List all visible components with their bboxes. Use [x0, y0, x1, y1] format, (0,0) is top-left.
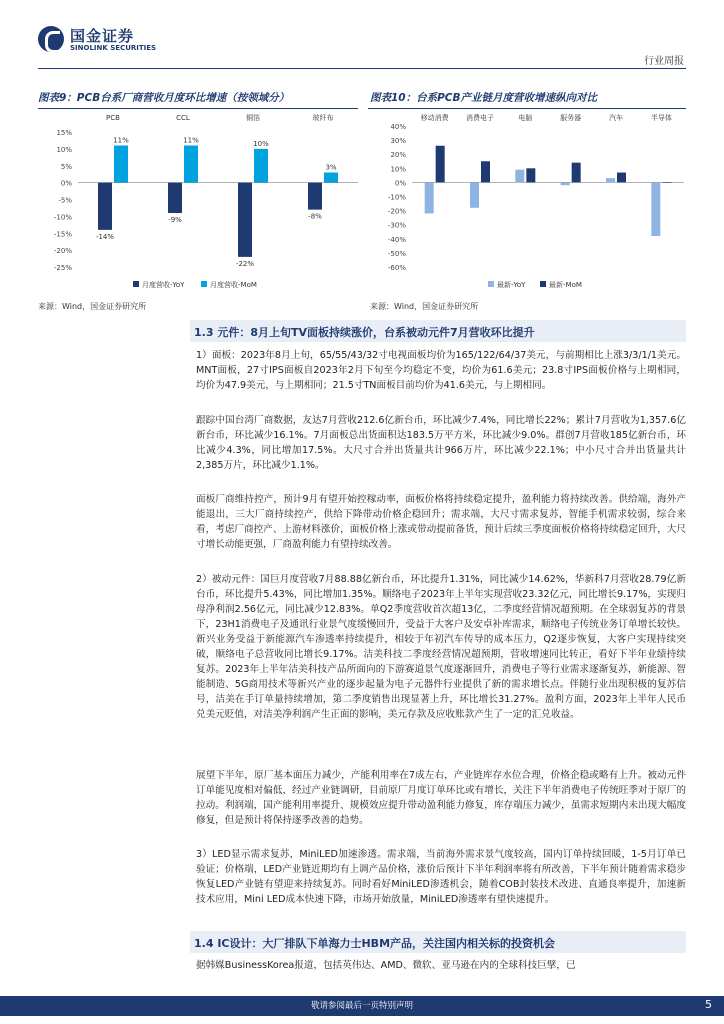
paragraph-panel-outlook: 面板厂商维持控产，预计9月有望开始控稼动率，面板价格将持续稳定提升，盈利能力将持续改善。供给端，海外产能退出，三大厂商持续控产，供给下降带动价格企稳回升；需求端，大尺寸需求复苏，智能手机需求较弱，综合来看，考虑厂商控产、上游材料涨价，面板价格上涨或带动提前备货，预计后续三季度面板价格将持续稳定回升，大尺寸增长动能更强，厂商盈利能力有望持续改善。: [196, 494, 686, 550]
bar-mom: [617, 173, 626, 183]
legend-label: 月度营收-YoY: [142, 281, 185, 289]
bar-yoy: [168, 183, 182, 213]
bar-yoy: [470, 182, 479, 207]
data-label: 11%: [113, 136, 129, 145]
data-label: -22%: [235, 259, 255, 268]
paragraph-panel: 1）面板：2023年8月上旬，65/55/43/32寸电视面板均价为165/122/64/37美元，与前期相比上涨3/3/1/1美元。MNT面板，27寸IPS面板自2023年2月下旬至今均稳定不变，均价为61.6美元；23.8寸IPS面板价格与上期相同，均价为47.9美元，与上期相同；21.5寸TN面板目前均价为41.6美元，与上期相同。: [196, 350, 686, 391]
paragraph-hbm: 据韩媒BusinessKorea报道，包括英伟达、AMD、微软、亚马逊在内的全球科技巨擘，已: [196, 960, 576, 971]
figure10-title-rule: [368, 108, 686, 109]
figure9-title-rule: [38, 108, 358, 109]
footer-disclaimer: 敬请参阅最后一页特别声明: [310, 1001, 413, 1011]
legend-label: 最新-MoM: [549, 281, 582, 289]
bar-yoy: [561, 182, 570, 185]
bar-mom: [114, 146, 128, 183]
bar-yoy: [515, 170, 524, 183]
y-tick-label: -10%: [53, 213, 72, 222]
page-number: 5: [705, 998, 712, 1011]
figure10-source: 来源：Wind，国金证券研究所: [370, 302, 479, 311]
header-divider: [38, 68, 686, 69]
figure9-chart: [38, 112, 360, 297]
section14-title: 1.4 IC设计：大厂排队下单海力士HBM产品，关注国内相关标的投资机会: [194, 937, 556, 950]
y-tick-label: -5%: [58, 196, 72, 205]
section13-title: 1.3 元件：8月上旬TV面板持续涨价，台系被动元件7月营收环比提升: [194, 326, 535, 339]
category-label: 玻纤布: [312, 114, 334, 122]
figure10-title: 图表10：台系PCB产业链月度营收增速纵向对比: [370, 92, 598, 104]
data-label: 11%: [183, 136, 199, 145]
y-tick-label: 0%: [394, 179, 406, 188]
bar-mom: [572, 163, 581, 183]
bar-mom: [662, 182, 671, 183]
logo-icon: [38, 26, 64, 52]
category-label: 移动消费: [420, 114, 449, 122]
y-tick-label: -30%: [387, 221, 406, 230]
legend-swatch: [133, 281, 139, 287]
bar-yoy: [651, 182, 660, 236]
category-label: 铜箔: [246, 114, 260, 122]
bar-yoy: [238, 183, 252, 257]
bar-yoy: [606, 178, 615, 182]
category-label: 汽车: [609, 114, 623, 122]
paragraph-second-half-outlook: 展望下半年，原厂基本面压力减少，产能利用率在7成左右，产业链库存水位合理，价格企稳或略有上升。被动元件订单能见度相对偏低，经过产业链调研，目前原厂月度订单环比或有增长，关注下半年消费电子传统旺季对于原厂的拉动。利润端，国产能利用率提升、规模效应提升带动盈利能力修复，库存端压力减少，虽需求短期内未出现大幅度修复，但是预计将保持逐季改善的趋势。: [196, 770, 686, 826]
y-tick-label: 30%: [390, 137, 406, 146]
y-tick-label: -20%: [53, 247, 72, 256]
y-tick-label: -10%: [387, 193, 406, 202]
y-tick-label: -15%: [53, 230, 72, 239]
legend-swatch: [540, 281, 546, 287]
legend-swatch: [488, 281, 494, 287]
category-label: PCB: [106, 114, 120, 122]
y-tick-label: -60%: [387, 264, 406, 272]
bar-yoy: [98, 183, 112, 230]
figure10-chart: [368, 112, 686, 297]
paragraph-passive-components: 2）被动元件：国巨月度营收7月88.88亿新台币，环比提升1.31%，同比减少14.62%，华新科7月营收28.79亿新台币，环比提升5.43%，同比增加1.35%。顺络电子2023年上半年实现营收23.32亿元，同比增长9.17%，实现归母净利润2.56亿元，同比减少12.83%。单Q2季度营收首次超13亿，二季度经营情况超预期。在全球弱复苏的背景下，23H1消费电子及通讯行业景气度缓慢回升，受益于大客户及安卓补库需求，顺络电子传统业务订单增长较快。新兴业务受益于新能源汽车渗透率持续提升，相较于年初汽车传导的成本压力，Q2逐步恢复，大客户实现持续突破，顺络电子总营收同比增长9.17%。洁美科技二季度经营情况超预期，营收增速同比转正，看好下半年业绩持续复苏。2023年上半年洁美科技产品所面向的下游赛道景气度逐渐回升，消费电子等行业需求逐渐复苏，新能源、智能制造、5G商用技术等新兴产业的逐步起量为电子元器件行业提供了新的需求增长点。伴随行业出现积极的复苏信号，洁美在手订单量持续增加，第二季度销售出现显著上升，环比增长31.27%。盈利方面，2023年上半年人民币兑美元贬值，对洁美净利润产生正面的影响，美元存款及应收账款产生了一定的汇兑收益。: [196, 574, 686, 720]
category-label: 半导体: [650, 114, 672, 122]
paragraph-led: 3）LED显示需求复苏，MiniLED加速渗透。需求端，当前海外需求景气度较高，国内订单持续回暖，1-5月订单已验证；价格端，LED产业链近期均有上调产品价格，涨价后预计下半年利润率将有所改善，下半年预计随着需求稳步恢复LED产业链有望迎来持续复苏。同时看好MiniLED渗透机会，随着COB封装技术改进、直通良率提升，加速新技术应用，Mini LED成本快速下降，市场开始放量，MiniLED渗透率有望快速提升。: [196, 849, 686, 905]
legend-label: 月度营收-MoM: [210, 281, 257, 289]
paragraph-taiwan-panel-makers: 跟踪中国台湾厂商数据，友达7月营收212.6亿新台币，环比减少7.4%，同比增长22%；累计7月营收为1,357.6亿新台币，环比减少16.1%。7月面板总出货面积达183.5万平方米，环比减少9.0%。群创7月营收185亿新台币，环比减少4.3%，同比增加17.5%。大尺寸合并出货量共计966万片，环比减少22.1%；中小尺寸合并出货量共计2,385万片，环比减少1.1%。: [196, 415, 686, 471]
bar-mom: [324, 173, 338, 183]
y-tick-label: -50%: [387, 249, 406, 258]
figure9-title: 图表9：PCB台系厂商营收月度环比增速（按领域分）: [38, 92, 290, 104]
y-tick-label: 0%: [60, 179, 72, 188]
bar-yoy: [425, 182, 434, 213]
y-tick-label: 10%: [390, 165, 406, 174]
category-label: 电脑: [518, 114, 533, 122]
report-type: 行业周报: [644, 56, 684, 67]
y-tick-label: 15%: [56, 129, 72, 137]
data-label: -9%: [168, 216, 182, 224]
data-label: -14%: [95, 232, 115, 241]
category-label: CCL: [176, 114, 190, 122]
category-label: 消费电子: [466, 114, 494, 122]
bar-yoy: [308, 183, 322, 210]
data-label: 3%: [325, 163, 337, 172]
y-tick-label: -25%: [53, 264, 72, 272]
y-tick-label: -20%: [387, 207, 406, 216]
y-tick-label: 5%: [60, 162, 72, 171]
y-tick-label: 40%: [390, 123, 406, 131]
figure9-source: 来源：Wind，国金证券研究所: [38, 302, 147, 311]
bar-mom: [481, 161, 490, 182]
bar-mom: [254, 149, 268, 183]
data-label: -8%: [308, 212, 322, 221]
y-tick-label: 10%: [56, 145, 72, 154]
bar-mom: [526, 168, 535, 182]
y-tick-label: 20%: [390, 151, 406, 160]
bar-mom: [436, 146, 445, 183]
bar-mom: [184, 146, 198, 183]
y-tick-label: -40%: [387, 235, 406, 244]
legend-label: 最新-YoY: [497, 281, 526, 289]
logo-en-text: SINOLINK SECURITIES: [70, 44, 157, 52]
legend-swatch: [201, 281, 207, 287]
category-label: 服务器: [560, 114, 582, 122]
company-logo: [38, 24, 198, 58]
data-label: 10%: [253, 139, 269, 148]
logo-cn-text: 国金证券: [70, 27, 135, 45]
